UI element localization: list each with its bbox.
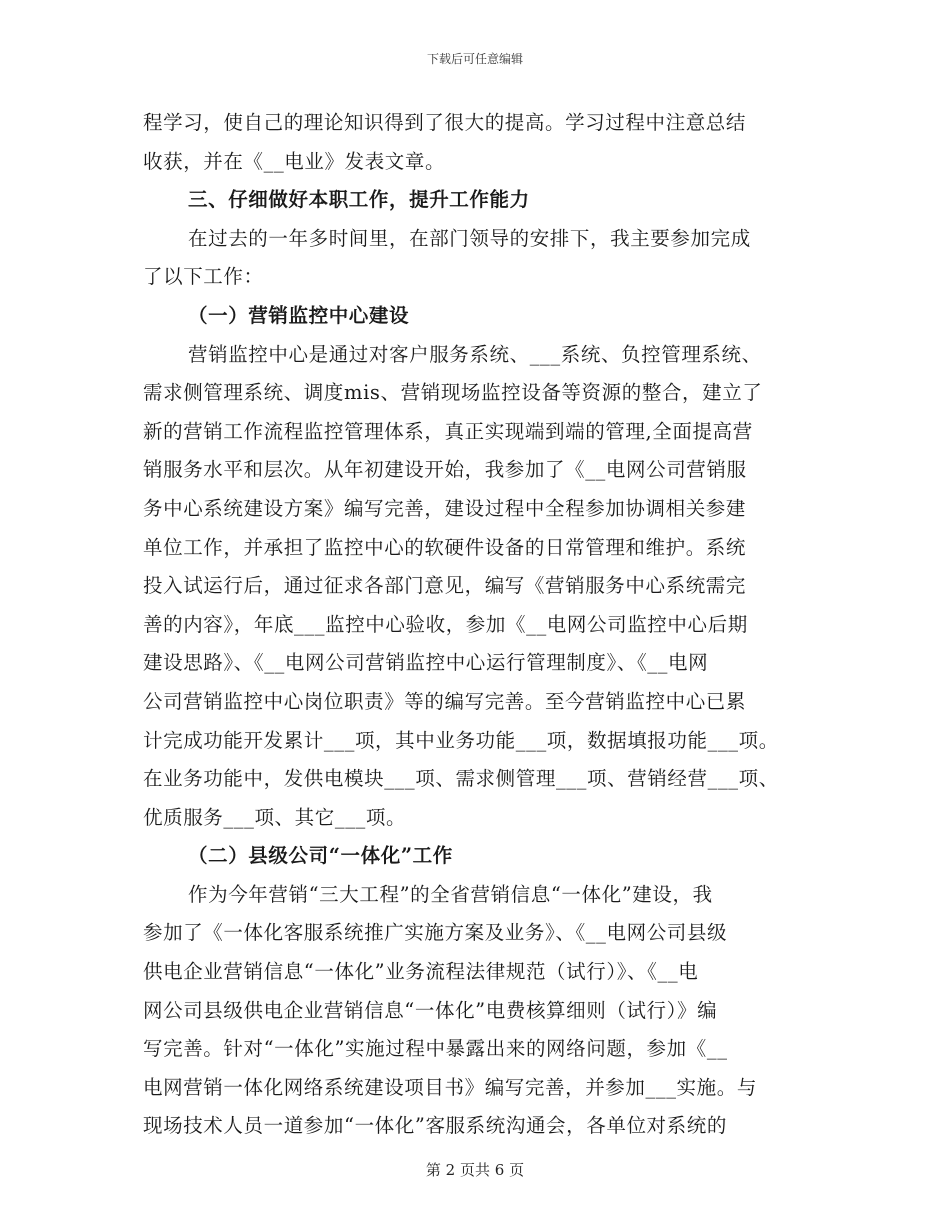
body-text-line: 现场技术人员一道参加“一体化”客服系统沟通会，各单位对系统的 (143, 1114, 727, 1138)
body-text-line: 优质服务___项、其它___项。 (143, 805, 407, 829)
body-text-line: 参加了《一体化客服系统推广实施方案及业务》、《__电网公司县级 (143, 921, 728, 945)
body-text-line: 了以下工作： (143, 265, 264, 289)
body-text-line: 销服务水平和层次。从年初建设开始，我参加了《__电网公司营销服 (143, 458, 747, 482)
section-heading: 三、仔细做好本职工作，提升工作能力 (188, 188, 530, 212)
body-text-line: 写完善。针对“一体化”实施过程中暴露出来的网络问题，参加《__ (143, 1037, 728, 1061)
body-text-line: 建设思路》、《__电网公司营销监控中心运行管理制度》、《__电网 (143, 651, 709, 675)
section-heading: （一）营销监控中心建设 (188, 303, 410, 327)
body-text-line: 程学习，使自己的理论知识得到了很大的提高。学习过程中注意总结 (143, 111, 747, 134)
body-text-line: 作为今年营销“三大工程”的全省营销信息“一体化”建设，我 (188, 882, 713, 906)
body-text-line: 单位工作，并承担了监控中心的软硬件设备的日常管理和维护。系统 (143, 535, 747, 559)
body-text-line: 营销监控中心是通过对客户服务系统、___系统、负控管理系统、 (188, 342, 762, 366)
page-footer: 第 2 页共 6 页 (425, 1161, 525, 1179)
body-text-line: 投入试运行后，通过征求各部门意见，编写《营销服务中心系统需完 (143, 574, 747, 598)
page-header: 下载后可任意编辑 (426, 52, 523, 66)
body-text-line: 计完成功能开发累计___项，其中业务功能___项，数据填报功能___项。 (143, 728, 779, 752)
body-text-line: 新的营销工作流程监控管理体系，真正实现端到端的管理,全面提高营 (143, 419, 753, 443)
body-text-line: 需求侧管理系统、调度mis、营销现场监控设备等资源的整合，建立了 (143, 381, 763, 405)
body-text-line: 公司营销监控中心岗位职责》等的编写完善。至今营销监控中心已累 (143, 689, 747, 713)
document-body (143, 104, 823, 1146)
body-text-line: 务中心系统建设方案》编写完善，建设过程中全程参加协调相关参建 (143, 496, 747, 520)
body-text-line: 电网营销一体化网络系统建设项目书》编写完善，并参加___实施。与 (143, 1075, 757, 1099)
body-text-line: 收获，并在《__电业》发表文章。 (143, 149, 446, 173)
section-heading: （二）县级公司“一体化”工作 (188, 844, 453, 868)
body-text-line: 网公司县级供电企业营销信息“一体化”电费核算细则（试行）》编 (143, 998, 718, 1022)
body-text-line: 在过去的一年多时间里，在部门领导的安排下，我主要参加完成 (188, 226, 751, 250)
body-text-line: 善的内容》，年底___监控中心验收，参加《__电网公司监控中心后期 (143, 612, 748, 636)
body-text-line: 供电企业营销信息“一体化”业务流程法律规范（试行）》、《__电 (143, 960, 699, 984)
body-text-line: 在业务功能中，发供电模块___项、需求侧管理___项、营销经营___项、 (143, 767, 779, 791)
